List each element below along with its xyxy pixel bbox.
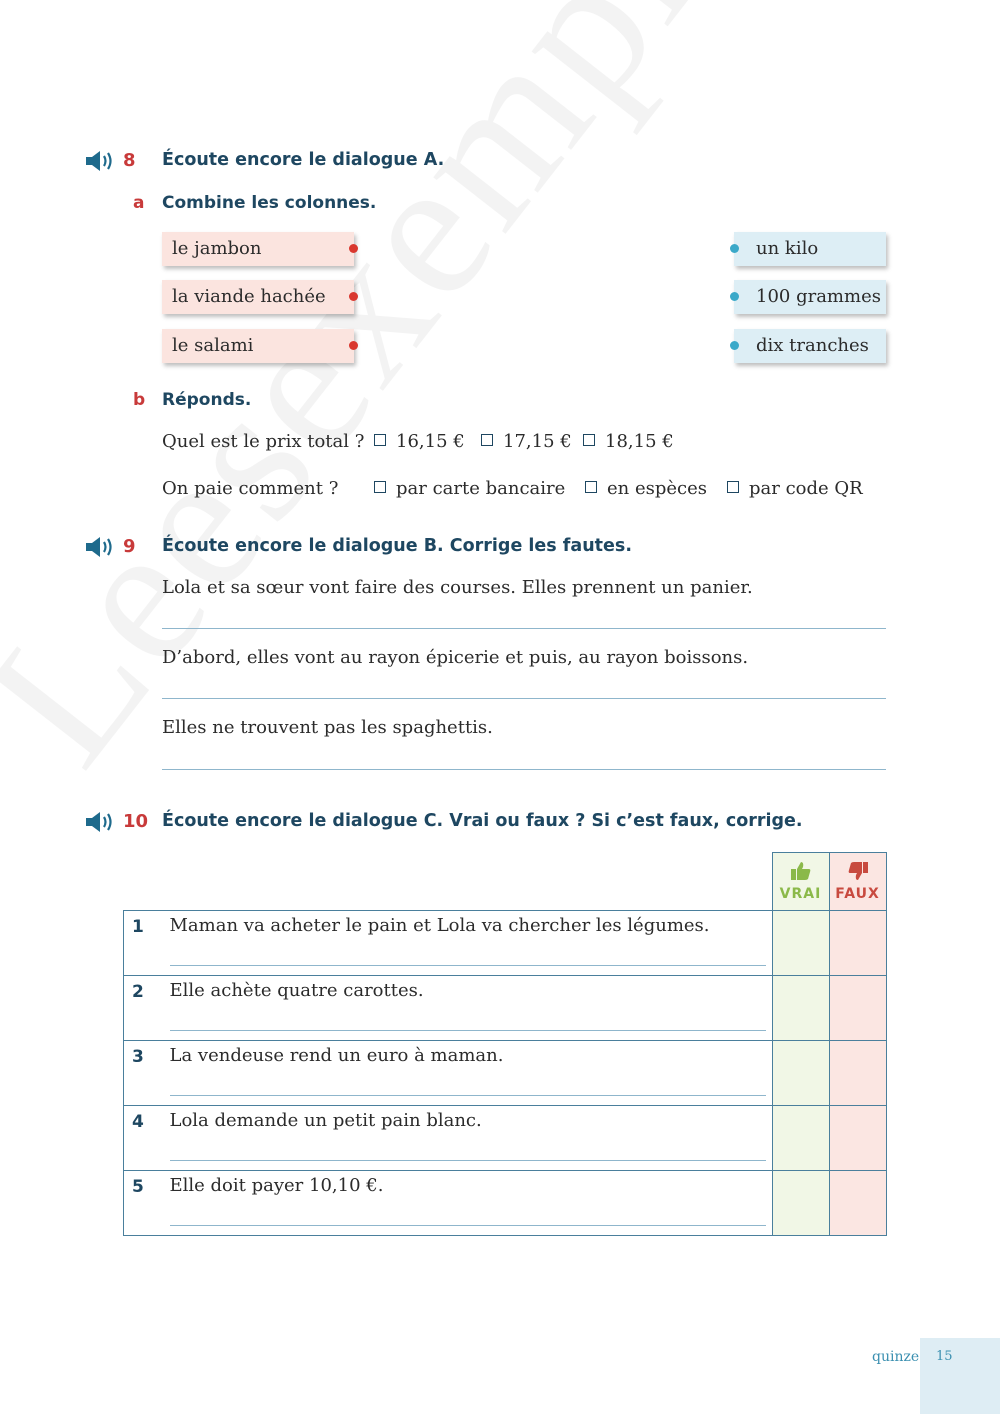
- exercise-8-number: 8: [123, 150, 136, 171]
- row-number: 3: [124, 1041, 164, 1106]
- statement-text: Lola demande un petit pain blanc.: [169, 1110, 482, 1131]
- statement-text: Elle achète quatre carottes.: [169, 980, 424, 1001]
- match-right-label: 100 grammes: [756, 286, 881, 307]
- vrai-cell[interactable]: [772, 976, 829, 1041]
- writing-line[interactable]: [170, 1160, 766, 1161]
- match-left-item[interactable]: [162, 232, 354, 266]
- faux-cell[interactable]: [829, 911, 886, 976]
- exercise-10-title: Écoute encore le dialogue C. Vrai ou faux ? Si c’est faux, corrige.: [162, 811, 803, 831]
- match-right-item[interactable]: [734, 280, 886, 314]
- match-left-label: le salami: [172, 335, 254, 356]
- audio-speaker-icon[interactable]: [84, 148, 116, 174]
- checkbox-icon[interactable]: [585, 481, 597, 493]
- option-checkbox[interactable]: [585, 478, 707, 499]
- row-number: 1: [124, 911, 164, 976]
- match-dot[interactable]: [349, 341, 358, 350]
- option-checkbox[interactable]: [374, 478, 565, 499]
- faux-label: FAUX: [835, 886, 880, 902]
- match-right-item[interactable]: [734, 232, 886, 266]
- faux-cell[interactable]: [829, 1171, 886, 1236]
- option-label: par code QR: [749, 478, 863, 499]
- option-checkbox[interactable]: [374, 431, 465, 452]
- table-row: [124, 1106, 887, 1171]
- faux-cell[interactable]: [829, 1106, 886, 1171]
- row-number: 4: [124, 1106, 164, 1171]
- match-left-label: la viande hachée: [172, 286, 326, 307]
- writing-line[interactable]: [170, 965, 766, 966]
- vrai-faux-table: [123, 852, 887, 1236]
- option-label: 18,15 €: [605, 431, 674, 452]
- exercise-9-number: 9: [123, 536, 136, 557]
- statement-text: La vendeuse rend un euro à maman.: [169, 1045, 504, 1066]
- exercise-8-title: Écoute encore le dialogue A.: [162, 150, 445, 170]
- thumbs-down-icon: [847, 861, 869, 881]
- table-row: [124, 911, 887, 976]
- faux-cell[interactable]: [829, 1041, 886, 1106]
- statement-text: Maman va acheter le pain et Lola va chercher les légumes.: [169, 915, 710, 936]
- page-word: quinze: [872, 1349, 920, 1365]
- option-checkbox[interactable]: [481, 431, 572, 452]
- writing-line[interactable]: [162, 698, 886, 699]
- row-statement: [164, 1041, 773, 1106]
- writing-line[interactable]: [162, 769, 886, 770]
- match-dot[interactable]: [349, 244, 358, 253]
- exercise-9-title: Écoute encore le dialogue B. Corrige les fautes.: [162, 536, 632, 556]
- row-statement: [164, 1106, 773, 1171]
- faux-header: [829, 853, 886, 911]
- writing-line[interactable]: [170, 1225, 766, 1226]
- row-number: 5: [124, 1171, 164, 1236]
- exercise-10-number: 10: [123, 811, 149, 832]
- question-price: Quel est le prix total ?: [162, 431, 365, 452]
- audio-speaker-icon[interactable]: [84, 809, 116, 835]
- option-label: 16,15 €: [396, 431, 465, 452]
- page-number: 15: [936, 1349, 953, 1364]
- vrai-cell[interactable]: [772, 1106, 829, 1171]
- checkbox-icon[interactable]: [727, 481, 739, 493]
- match-left-item[interactable]: [162, 280, 354, 314]
- vrai-label: VRAI: [779, 886, 822, 902]
- match-right-label: dix tranches: [756, 335, 869, 356]
- vrai-cell[interactable]: [772, 1041, 829, 1106]
- sentence-3: Elles ne trouvent pas les spaghettis.: [162, 717, 493, 738]
- match-dot[interactable]: [349, 292, 358, 301]
- checkbox-icon[interactable]: [481, 434, 493, 446]
- vrai-cell[interactable]: [772, 911, 829, 976]
- statement-text: Elle doit payer 10,10 €.: [169, 1175, 384, 1196]
- part-a-letter: a: [133, 193, 145, 213]
- writing-line[interactable]: [170, 1095, 766, 1096]
- question-payment: On paie comment ?: [162, 478, 339, 499]
- part-a-title: Combine les colonnes.: [162, 193, 377, 213]
- row-statement: [164, 911, 773, 976]
- part-b-letter: b: [133, 390, 146, 410]
- row-statement: [164, 976, 773, 1041]
- match-right-label: un kilo: [756, 238, 819, 259]
- sentence-1: Lola et sa sœur vont faire des courses. Elles prennent un panier.: [162, 577, 753, 598]
- match-dot[interactable]: [730, 341, 739, 350]
- match-dot[interactable]: [730, 292, 739, 301]
- writing-line[interactable]: [170, 1030, 766, 1031]
- option-checkbox[interactable]: [727, 478, 863, 499]
- checkbox-icon[interactable]: [583, 434, 595, 446]
- part-b-title: Réponds.: [162, 390, 252, 410]
- match-dot[interactable]: [730, 244, 739, 253]
- row-number: 2: [124, 976, 164, 1041]
- option-label: par carte bancaire: [396, 478, 566, 499]
- table-row: [124, 1171, 887, 1236]
- faux-cell[interactable]: [829, 976, 886, 1041]
- option-label: 17,15 €: [503, 431, 572, 452]
- match-left-item[interactable]: [162, 329, 354, 363]
- table-row: [124, 1041, 887, 1106]
- row-statement: [164, 1171, 773, 1236]
- writing-line[interactable]: [162, 628, 886, 629]
- page-tab: [920, 1338, 1000, 1414]
- table-row: [124, 976, 887, 1041]
- option-checkbox[interactable]: [583, 431, 674, 452]
- checkbox-icon[interactable]: [374, 481, 386, 493]
- option-label: en espèces: [607, 478, 708, 499]
- thumbs-up-icon: [790, 861, 812, 881]
- vrai-cell[interactable]: [772, 1171, 829, 1236]
- sentence-2: D’abord, elles vont au rayon épicerie et puis, au rayon boissons.: [162, 647, 749, 668]
- match-right-item[interactable]: [734, 329, 886, 363]
- match-left-label: le jambon: [172, 238, 262, 259]
- vrai-header: [772, 853, 829, 911]
- audio-speaker-icon[interactable]: [84, 534, 116, 560]
- checkbox-icon[interactable]: [374, 434, 386, 446]
